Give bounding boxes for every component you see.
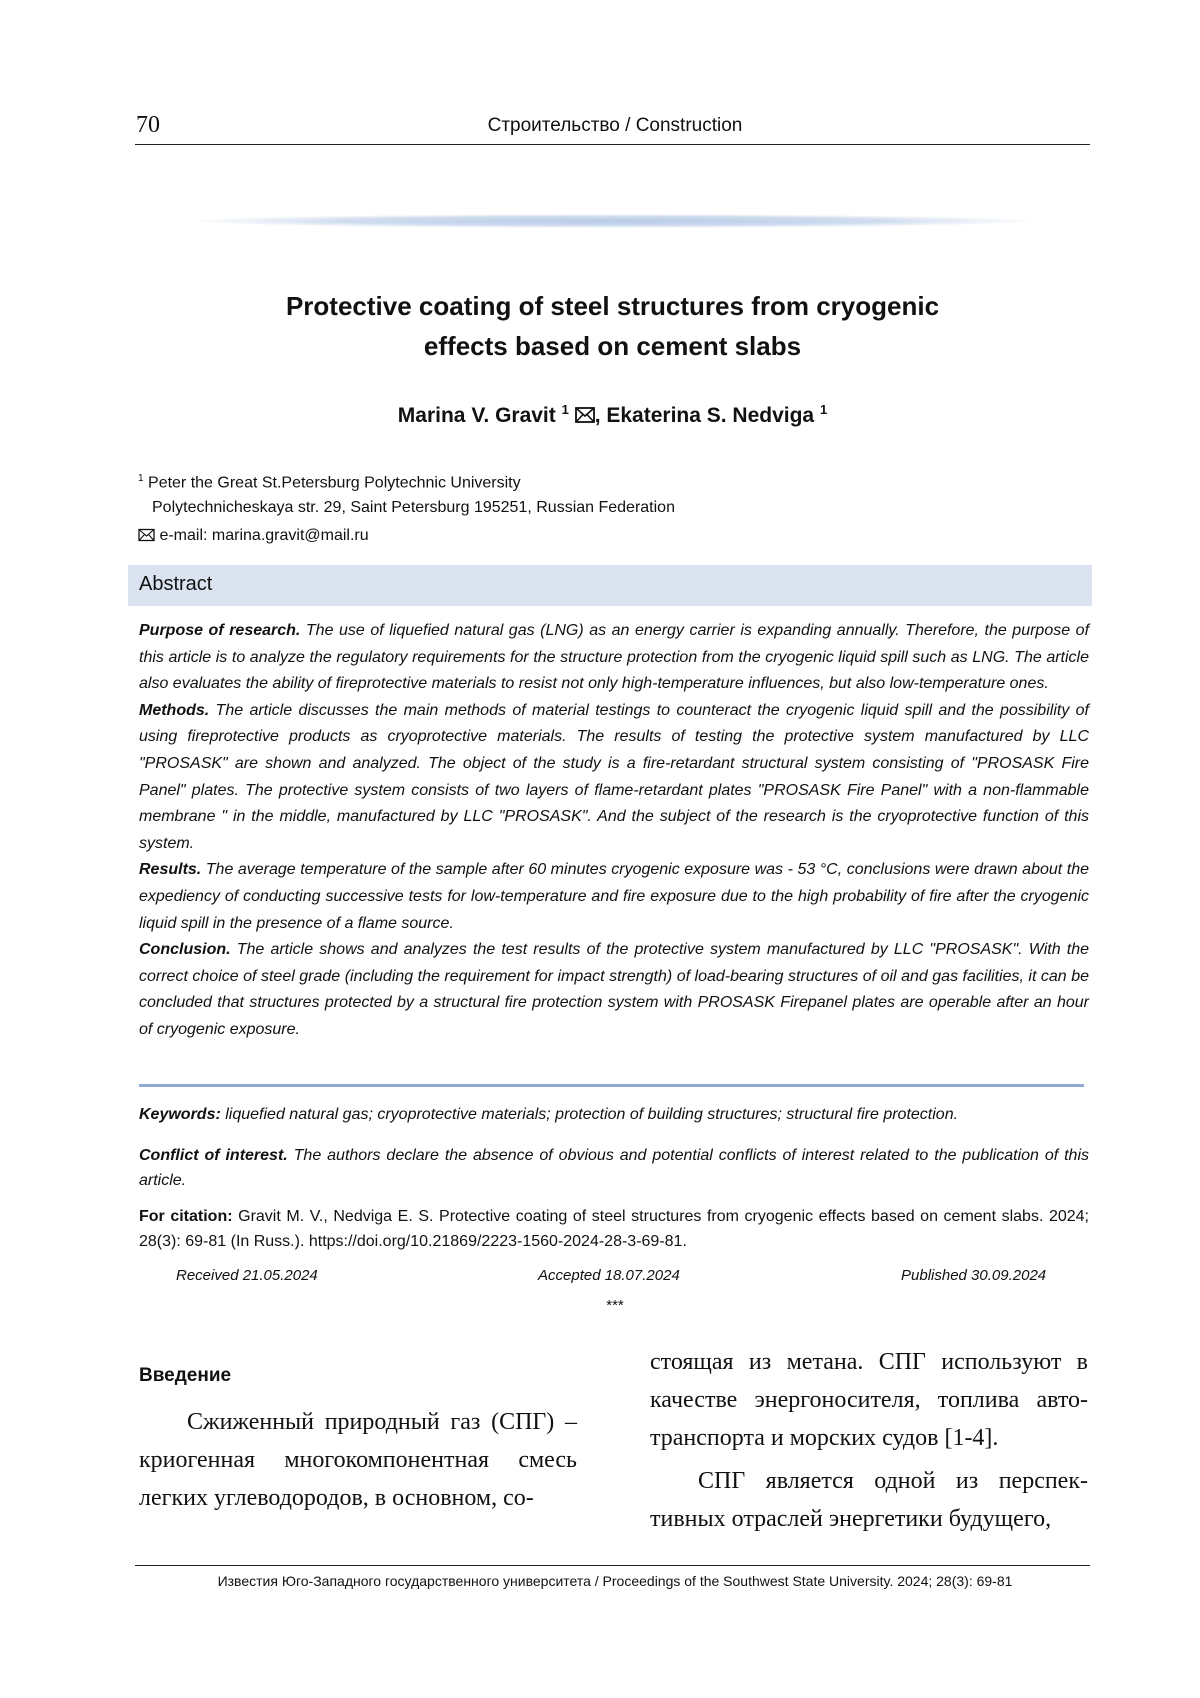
conclusion-text: The article shows and analyzes the test results of the protective system manufactured by LLC "PROSASK". With the correct choice of steel grade (including the requirement for impact strength) of load-bearing structures of oil and gas facilities, it can be concluded that structures protected by a structural fire protection system with PROSASK Firepanel plates are operable after an hour of cryogenic exposure.	[139, 941, 1089, 1038]
author-2: Ekaterina S. Nedviga	[606, 404, 815, 427]
abstract-heading: Abstract	[139, 573, 213, 595]
published-date: Published 30.09.2024	[901, 1267, 1047, 1284]
purpose-text: The use of liquefied natural gas (LNG) as an energy carrier is expanding annually. Therefore, the purpose of this article is to analyze the regulatory requirements for the structure protection from the cryogenic liquid spill such as LNG. The article also evaluates the ability of fireprotective materials to resist not only high-temperature influences, but also low-temperature ones.	[139, 622, 1090, 693]
accepted-date: Accepted 18.07.2024	[538, 1267, 680, 1284]
keywords	[139, 1106, 1089, 1124]
footer-rule	[135, 1565, 1090, 1566]
section-title: Строительство / Construction	[487, 115, 743, 136]
methods-label: Methods.	[139, 701, 210, 719]
author-1: Marina V. Gravit	[397, 404, 556, 427]
abstract-body	[139, 618, 1089, 1044]
affiliation-number: 1	[138, 473, 144, 484]
body-column-left	[139, 1403, 577, 1517]
citation	[139, 1204, 1089, 1254]
body-column-right	[650, 1343, 1088, 1538]
decorative-bar	[195, 214, 1030, 228]
page-number: 70	[136, 112, 160, 138]
author-separator: ,	[594, 404, 607, 427]
journal-footer: Известия Юго-Западного государственного университета / Proceedings of the Southwest State University. 2024; 28(3): 69-81	[217, 1573, 1013, 1589]
citation-text: Gravit M. V., Nedviga E. S. Protective coating of steel structures from cryogenic effects based on cement slabs. 2024; 28(3): 69-81 (In Russ.). https://doi.org/10.21869/2223-1560-2024-28-3-69-81.	[139, 1208, 1089, 1250]
title-line-2: effects based on cement slabs	[423, 331, 802, 361]
keywords-label: Keywords:	[139, 1106, 221, 1123]
introduction-heading: Введение	[139, 1365, 232, 1386]
conflict-label: Conflict of interest.	[139, 1147, 288, 1164]
article-title	[150, 286, 1075, 366]
envelope-icon	[575, 406, 595, 430]
abstract-results	[139, 857, 1089, 937]
authors	[150, 402, 1075, 430]
abstract-purpose	[139, 618, 1089, 698]
intro-paragraph-1-cont: стоящая из метана. СПГ используют в качестве энергоносителя, топлива авто-транспорта и морских судов [1-4].	[650, 1349, 1088, 1451]
abstract-header-band	[128, 565, 1092, 606]
abstract-conclusion	[139, 937, 1089, 1043]
purpose-label: Purpose of research.	[139, 622, 301, 639]
affiliation-address: Polytechnicheskaya str. 29, Saint Petersburg 195251, Russian Federation	[152, 499, 675, 517]
conflict-text: The authors declare the absence of obvious and potential conflicts of interest related to the publication of this article.	[139, 1147, 1090, 1189]
affiliation-name: Peter the Great St.Petersburg Polytechnic University	[148, 474, 521, 492]
section-separator: ***	[606, 1297, 624, 1314]
email-address[interactable]: e-mail: marina.gravit@mail.ru	[159, 527, 369, 544]
author-1-affiliation: 1	[561, 402, 569, 417]
affiliation	[138, 466, 675, 520]
citation-label: For citation:	[139, 1208, 233, 1225]
author-2-affiliation: 1	[819, 402, 828, 417]
received-date: Received 21.05.2024	[176, 1267, 318, 1284]
envelope-icon	[138, 528, 155, 547]
email-line	[138, 527, 369, 547]
keywords-text: liquefied natural gas; cryoprotective materials; protection of building structures; structural fire protection.	[220, 1106, 959, 1123]
intro-paragraph-1: Сжиженный природный газ (СПГ) – криогенная многокомпонентная смесь легких углеводородов, в основном, со-	[139, 1409, 577, 1511]
conclusion-label: Conclusion.	[139, 941, 231, 959]
methods-text: The article discusses the main methods of material testings to counteract the cryogenic liquid spill and the possibility of using fireprotective products as cryoprotective materials. The results of testing the protective system manufactured by LLC "PROSASK" are shown and analyzed. The object of the study is a fire-retardant structural system consisting of "PROSASK Fire Panel" plates. The protective system consists of two layers of flame-retardant plates "PROSASK Fire Panel" with a non-flammable membrane " in the middle, manufactured by LLC "PROSASK". And the subject of the research is the cryoprotective function of this system.	[139, 701, 1089, 852]
conflict-of-interest	[139, 1143, 1089, 1193]
results-label: Results.	[139, 861, 202, 879]
abstract-methods	[139, 698, 1089, 858]
intro-paragraph-2: СПГ является одной из перспек-тивных отраслей энергетики будущего,	[650, 1468, 1088, 1532]
header-rule	[135, 144, 1090, 145]
title-line-1: Protective coating of steel structures from cryogenic	[285, 291, 940, 321]
results-text: The average temperature of the sample after 60 minutes cryogenic exposure was - 53 °C, conclusions were drawn about the expediency of conducting successive tests for low-temperature and fire exposure due to the high probability of fire after the cryogenic liquid spill in the presence of a flame source.	[139, 861, 1089, 932]
abstract-separator	[139, 1084, 1084, 1087]
